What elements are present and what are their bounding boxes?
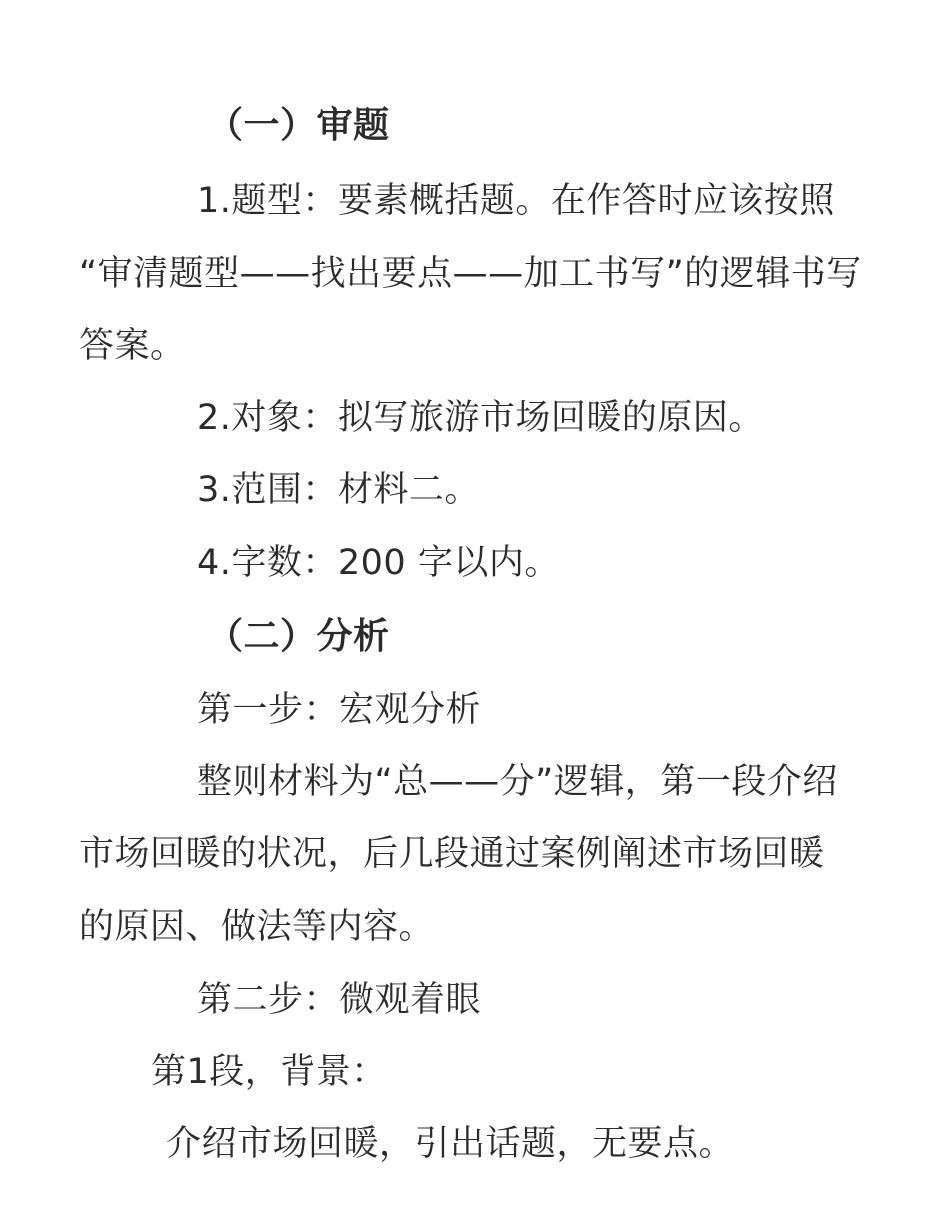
item-question-type-line1: 1.题型：要素概括题。在作答时应该按照 [197, 181, 835, 221]
step1-text-line3: 的原因、做法等内容。 [79, 907, 435, 947]
section-heading-analysis: （二）分析 [207, 616, 390, 657]
item-question-type-line3: 答案。 [79, 326, 186, 366]
item-scope: 3.范围：材料二。 [197, 470, 480, 510]
section-heading-review: （一）审题 [207, 105, 390, 146]
paragraph1-text: 介绍市场回暖，引出话题，无要点。 [166, 1124, 735, 1164]
step1-text-line2: 市场回暖的状况，后几段通过案例阐述市场回暖 [79, 834, 825, 874]
step1-title: 第一步：宏观分析 [197, 690, 482, 730]
item-word-count: 4.字数：200 字以内。 [197, 543, 560, 583]
item-question-type-line2: “审清题型——找出要点——加工书写”的逻辑书写 [79, 254, 862, 294]
step2-title: 第二步：微观着眼 [197, 980, 482, 1020]
step1-text-line1: 整则材料为“总——分”逻辑，第一段介绍 [197, 762, 838, 802]
item-object: 2.对象：拟写旅游市场回暖的原因。 [197, 398, 764, 438]
paragraph1-label: 第1段，背景： [151, 1052, 387, 1092]
